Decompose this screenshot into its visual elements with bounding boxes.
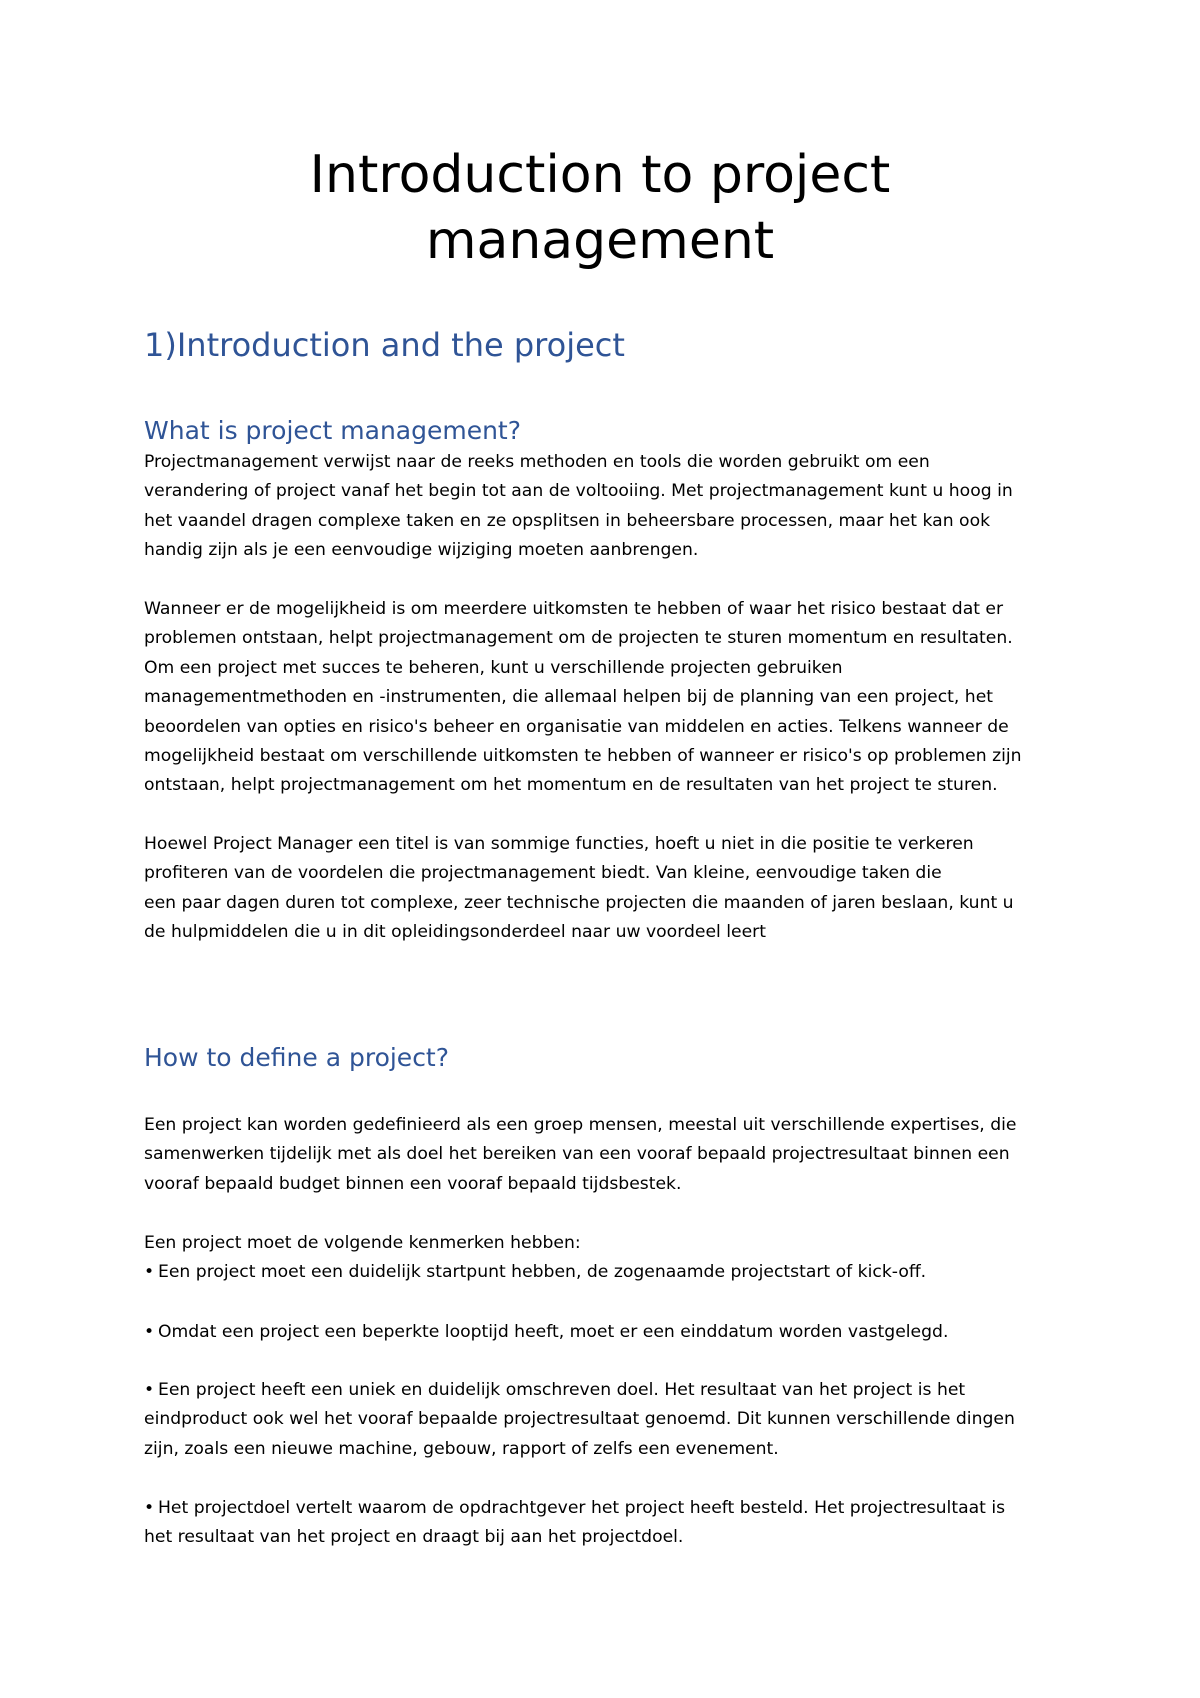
paragraph-line: het vaandel dragen complexe taken en ze opsplitsen in beheersbare processen, maar het kan ook bbox=[144, 510, 991, 531]
subheading-what-is-project-management: What is project management? bbox=[144, 416, 522, 445]
list-item-line bbox=[144, 1494, 1074, 1523]
list-item-line bbox=[144, 1318, 1074, 1347]
paragraph-line: de hulpmiddelen die u in dit opleidingsonderdeel naar uw voordeel leert bbox=[144, 922, 766, 943]
paragraph-2 bbox=[144, 595, 1074, 801]
paragraph-line: ontstaan, helpt projectmanagement om het momentum en de resultaten van het project te sturen. bbox=[144, 775, 998, 796]
paragraph-line: Om een project met succes te beheren, kunt u verschillende projecten gebruiken bbox=[144, 657, 843, 678]
list-item bbox=[144, 1318, 1074, 1347]
list-item-line: eindproduct ook wel het vooraf bepaalde projectresultaat genoemd. Dit kunnen verschillende dingen bbox=[144, 1409, 1015, 1430]
list-item-line: het resultaat van het project en draagt bij aan het projectdoel. bbox=[144, 1527, 684, 1548]
paragraph-line: mogelijkheid bestaat om verschillende uitkomsten te hebben of wanneer er risico's op problemen zijn bbox=[144, 746, 1022, 767]
paragraph-line: een paar dagen duren tot complexe, zeer technische projecten die maanden of jaren beslaan, kunt u bbox=[144, 892, 1014, 913]
paragraph-1 bbox=[144, 448, 1074, 566]
list-item-line: zijn, zoals een nieuwe machine, gebouw, rapport of zelfs een evenement. bbox=[144, 1438, 779, 1459]
section-heading-introduction: 1)Introduction and the project bbox=[144, 326, 625, 364]
paragraph-line: Wanneer er de mogelijkheid is om meerdere uitkomsten te hebben of waar het risico bestaat dat er bbox=[144, 599, 1004, 619]
list-item-text: Omdat een project een beperkte looptijd heeft, moet er een einddatum worden vastgelegd. bbox=[158, 1322, 949, 1342]
bullet-icon: • bbox=[144, 1262, 155, 1283]
list-item bbox=[144, 1376, 1074, 1464]
subheading-how-to-define-a-project: How to define a project? bbox=[144, 1043, 450, 1072]
list-item-line bbox=[144, 1376, 1074, 1405]
paragraph-line: vooraf bepaald budget binnen een vooraf bepaald tijdsbestek. bbox=[144, 1173, 682, 1194]
list-item bbox=[144, 1258, 1074, 1287]
list-item-text: Het projectdoel vertelt waarom de opdrachtgever het project heeft besteld. Het projectresultaat is bbox=[158, 1498, 1006, 1518]
characteristics-list bbox=[144, 1229, 1074, 1288]
paragraph-line: beoordelen van opties en risico's beheer en organisatie van middelen en acties. Telkens wanneer de bbox=[144, 716, 1009, 737]
list-intro: Een project moet de volgende kenmerken hebben: bbox=[144, 1233, 581, 1253]
paragraph-line: samenwerken tijdelijk met als doel het bereiken van een vooraf bepaald projectresultaat binnen een bbox=[144, 1144, 1010, 1165]
paragraph-line: managementmethoden en -instrumenten, die allemaal helpen bij de planning van een project, het bbox=[144, 687, 994, 708]
bullet-icon: • bbox=[144, 1498, 155, 1518]
paragraph-line: Hoewel Project Manager een titel is van sommige functies, hoeft u niet in die positie te verkeren bbox=[144, 834, 974, 854]
bullet-icon: • bbox=[144, 1380, 155, 1400]
list-item-text: Een project heeft een uniek en duidelijk omschreven doel. Het resultaat van het project is het bbox=[158, 1380, 966, 1400]
paragraph-line: profiteren van de voordelen die projectmanagement biedt. Van kleine, eenvoudige taken die bbox=[144, 863, 942, 884]
title-line-2: management bbox=[425, 211, 775, 271]
list-item-text: Een project moet een duidelijk startpunt hebben, de zogenaamde projectstart of kick-off. bbox=[158, 1262, 927, 1283]
title-line-1: Introduction to project bbox=[309, 145, 891, 205]
paragraph-line: Een project kan worden gedefinieerd als een groep mensen, meestal uit verschillende expertises, die bbox=[144, 1115, 1017, 1135]
paragraph-4 bbox=[144, 1111, 1074, 1199]
document-title bbox=[0, 142, 1200, 274]
paragraph-line: Projectmanagement verwijst naar de reeks methoden en tools die worden gebruikt om een bbox=[144, 452, 930, 472]
list-item bbox=[144, 1494, 1074, 1553]
paragraph-line: verandering of project vanaf het begin tot aan de voltooiing. Met projectmanagement kunt u hoog in bbox=[144, 481, 1013, 502]
paragraph-line: handig zijn als je een eenvoudige wijziging moeten aanbrengen. bbox=[144, 540, 699, 561]
paragraph-line: problemen ontstaan, helpt projectmanagement om de projecten te sturen momentum en resultaten. bbox=[144, 628, 1013, 649]
paragraph-3 bbox=[144, 830, 1074, 948]
bullet-icon: • bbox=[144, 1322, 155, 1342]
